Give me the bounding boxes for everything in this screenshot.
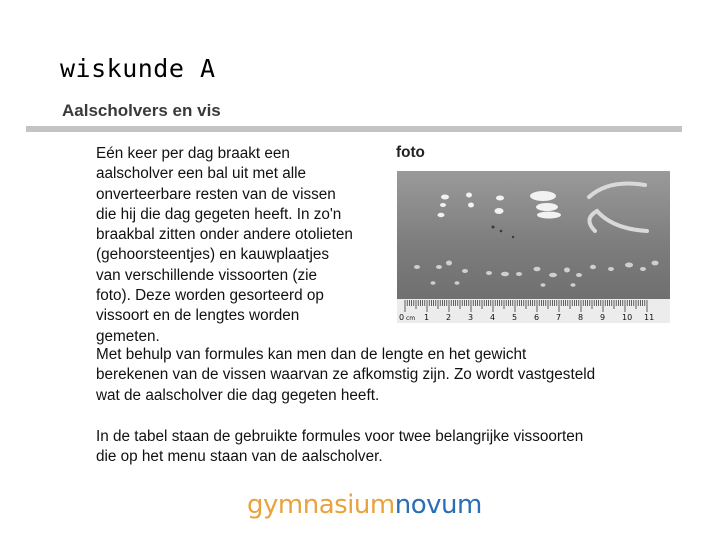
text-line: In de tabel staan de gebruikte formules voor twee belangrijke vissoorten — [96, 428, 584, 445]
table-paragraph — [96, 427, 583, 468]
text-line: van verschillende vissoorten (zie — [96, 266, 318, 284]
text-line: berekenen van de vissen waarvan ze afkomstig zijn. Zo wordt vastgesteld — [96, 366, 596, 384]
logo-part-novum: novum — [394, 490, 482, 520]
ruler-number: 0 — [399, 313, 405, 322]
otolith-photo — [397, 171, 670, 323]
section-heading: Aalscholvers en vis — [62, 101, 221, 120]
ruler-number: 5 — [512, 313, 518, 322]
ruler-number: 2 — [446, 313, 452, 322]
text-line: Met behulp van formules kan men dan de lengte en het gewicht — [96, 346, 527, 363]
ruler-number: 4 — [490, 313, 496, 322]
text-line: (gehoorsteentjes) en kauwplaatjes — [96, 246, 329, 264]
text-line: die hij die dag gegeten heeft. In zo'n — [96, 205, 342, 223]
text-line: foto). Deze worden gesorteerd op — [96, 287, 324, 305]
text-line: Eén keer per dag braakt een — [96, 145, 290, 162]
ruler-number: 8 — [578, 313, 584, 322]
ruler-number: 7 — [556, 313, 562, 322]
ruler-unit-label: cm — [406, 315, 416, 322]
logo-part-gymnasium: gymnasium — [247, 490, 395, 520]
text-line: aalscholver een bal uit met alle — [96, 165, 307, 183]
text-line: braakbal zitten onder andere otolieten — [96, 226, 353, 244]
ruler-number: 10 — [622, 313, 633, 322]
text-line: vissoort en de lengtes worden — [96, 307, 300, 325]
text-line: die op het menu staan van de aalscholver. — [96, 448, 383, 466]
ruler-number: 11 — [644, 313, 655, 322]
school-logo — [247, 490, 482, 520]
text-line: onverteerbare resten van de vissen — [96, 185, 336, 203]
slide-title: wiskunde A — [60, 54, 216, 83]
ruler-number: 9 — [600, 313, 606, 322]
intro-paragraph — [96, 144, 353, 347]
text-line: wat de aalscholver die dag gegeten heeft. — [96, 386, 380, 404]
ruler-number: 1 — [424, 313, 430, 322]
photo-label: foto — [396, 144, 425, 161]
formula-paragraph — [96, 345, 595, 406]
ruler-number: 6 — [534, 313, 540, 322]
text-line: gemeten. — [96, 327, 160, 345]
ruler-number: 3 — [468, 313, 474, 322]
divider-rule — [26, 126, 682, 132]
